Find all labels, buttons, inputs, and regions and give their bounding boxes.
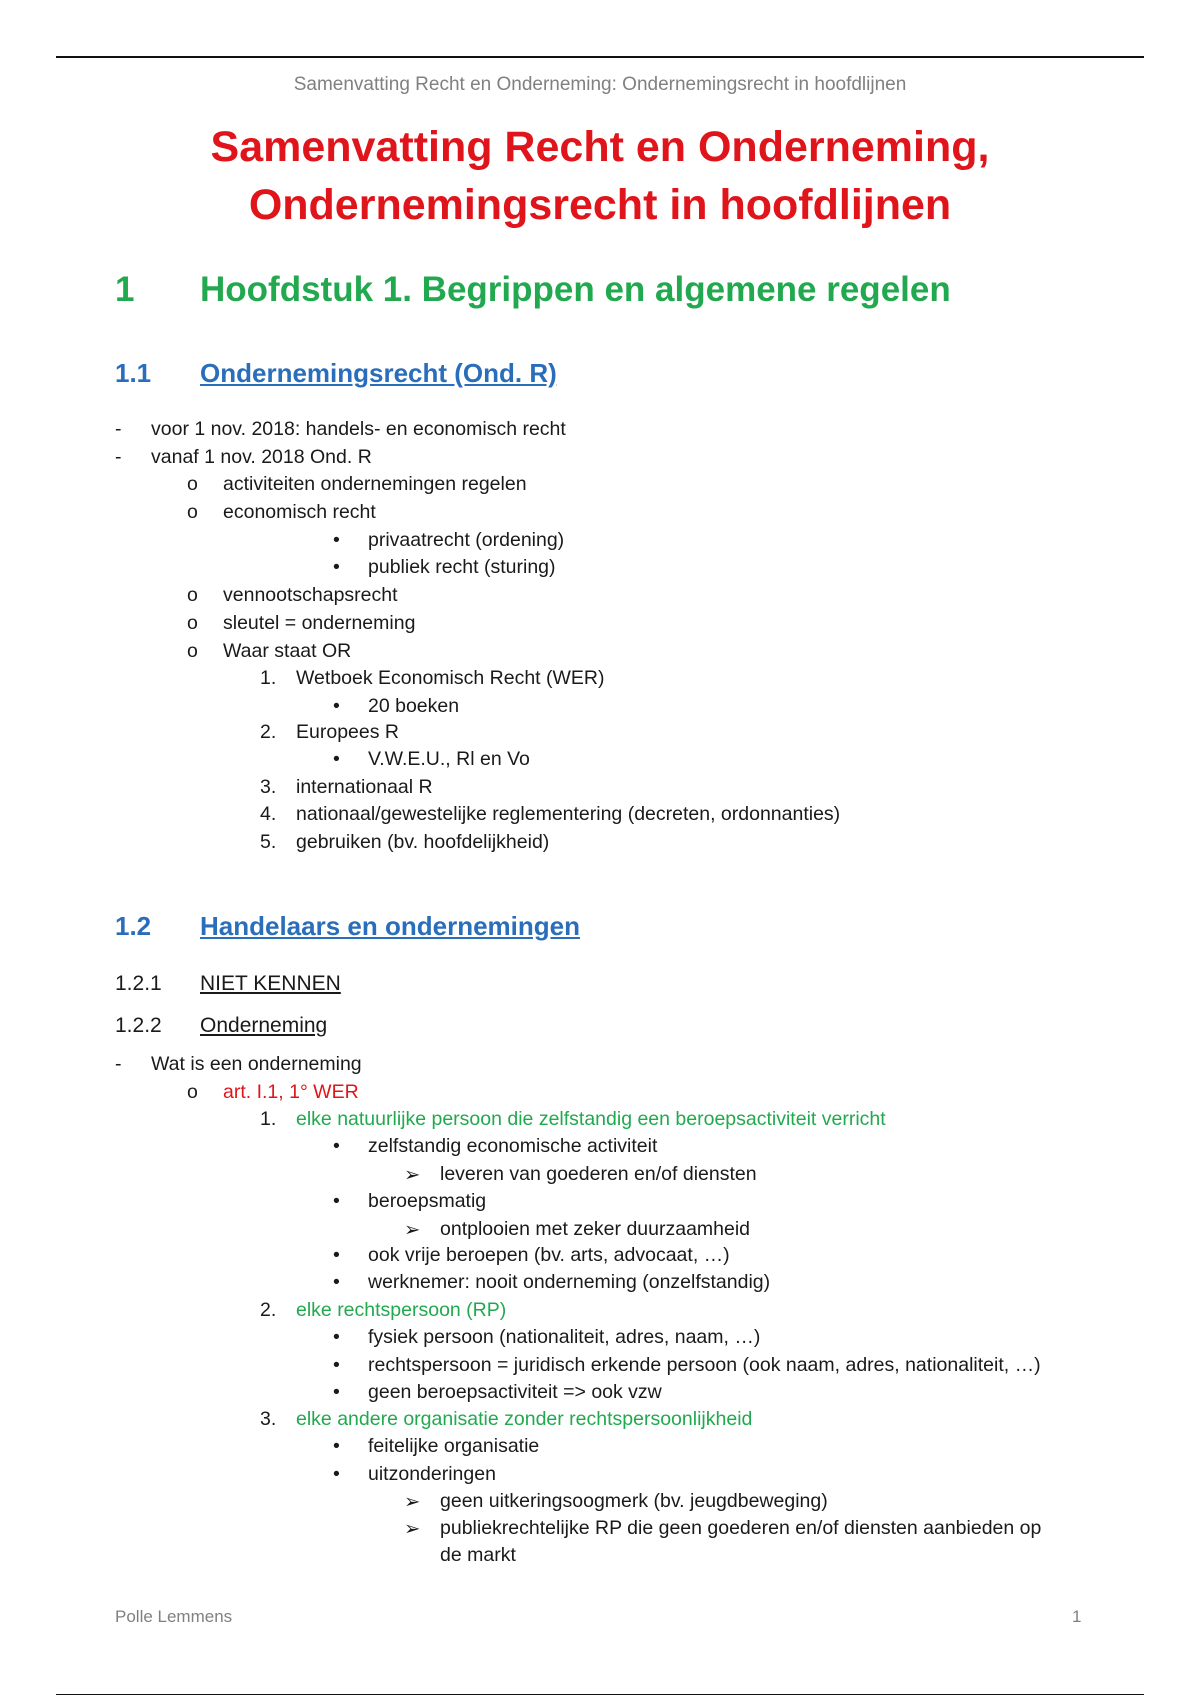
- document-title: [0, 118, 1200, 234]
- number-marker: 3.: [260, 1408, 277, 1430]
- list-item: vanaf 1 nov. 2018 Ond. R: [151, 446, 372, 468]
- bullet-icon: •: [333, 1190, 340, 1212]
- definition-item: elke andere organisatie zonder rechtspersoonlijkheid: [296, 1408, 753, 1430]
- list-item: sleutel = onderneming: [223, 612, 416, 634]
- number-marker: 3.: [260, 776, 277, 798]
- list-item: economisch recht: [223, 501, 376, 523]
- arrow-bullet-icon: ➢: [404, 1518, 421, 1540]
- list-item: vennootschapsrecht: [223, 584, 398, 606]
- bullet-icon: •: [333, 1271, 340, 1293]
- list-item: werknemer: nooit onderneming (onzelfstandig): [368, 1271, 771, 1293]
- chapter-number: 1: [115, 270, 135, 309]
- title-line-2: Ondernemingsrecht in hoofdlijnen: [248, 181, 952, 229]
- list-item: V.W.E.U., Rl en Vo: [368, 748, 530, 770]
- subsection-number: 1.2.1: [115, 972, 162, 995]
- bullet-icon: •: [333, 1244, 340, 1266]
- arrow-bullet-icon: ➢: [404, 1164, 421, 1186]
- arrow-bullet-icon: ➢: [404, 1219, 421, 1241]
- chapter-heading: [115, 270, 951, 310]
- circle-bullet-icon: o: [187, 640, 198, 662]
- bullet-icon: •: [333, 695, 340, 717]
- bullet-icon: •: [333, 748, 340, 770]
- subsection-heading-1-2-2: [115, 1014, 327, 1038]
- list-item: fysiek persoon (nationaliteit, adres, naam, …): [368, 1326, 761, 1348]
- bullet-icon: •: [333, 1354, 340, 1376]
- subsection-heading-1-2-1: [115, 972, 341, 996]
- subsection-title: Onderneming: [200, 1014, 328, 1037]
- bullet-icon: •: [333, 1326, 340, 1348]
- list-item: nationaal/gewestelijke reglementering (decreten, ordonnanties): [296, 803, 841, 825]
- bullet-icon: •: [333, 1381, 340, 1403]
- list-item: publiek recht (sturing): [368, 556, 556, 578]
- subsection-number: 1.2.2: [115, 1014, 162, 1037]
- dash-marker: -: [115, 1053, 122, 1075]
- dash-marker: -: [115, 418, 122, 440]
- list-item: geen uitkeringsoogmerk (bv. jeugdbeweging): [440, 1490, 828, 1512]
- list-item: rechtspersoon = juridisch erkende persoon (ook naam, adres, nationaliteit, …): [368, 1354, 1041, 1376]
- list-item: gebruiken (bv. hoofdelijkheid): [296, 831, 550, 853]
- dash-marker: -: [115, 446, 122, 468]
- section-title: Ondernemingsrecht (Ond. R): [200, 358, 557, 388]
- list-item: Wat is een onderneming: [151, 1053, 362, 1075]
- definition-item: elke rechtspersoon (RP): [296, 1299, 507, 1321]
- list-item: ook vrije beroepen (bv. arts, advocaat, …): [368, 1244, 730, 1266]
- bullet-icon: •: [333, 1435, 340, 1457]
- bullet-icon: •: [333, 1135, 340, 1157]
- list-item: uitzonderingen: [368, 1463, 496, 1485]
- circle-bullet-icon: o: [187, 1081, 198, 1103]
- list-item: ontplooien met zeker duurzaamheid: [440, 1218, 751, 1240]
- running-header: Samenvatting Recht en Onderneming: Ondernemingsrecht in hoofdlijnen: [293, 74, 907, 95]
- list-item: activiteiten ondernemingen regelen: [223, 473, 527, 495]
- list-item: beroepsmatig: [368, 1190, 487, 1212]
- bottom-rule: [56, 1694, 1144, 1695]
- list-item: geen beroepsactiviteit => ook vzw: [368, 1381, 662, 1403]
- article-reference: art. I.1, 1° WER: [223, 1081, 359, 1103]
- number-marker: 1.: [260, 1108, 277, 1130]
- section-heading-1-1: [115, 358, 557, 389]
- number-marker: 2.: [260, 1299, 277, 1321]
- list-item: leveren van goederen en/of diensten: [440, 1163, 757, 1185]
- list-item: 20 boeken: [368, 695, 460, 717]
- footer-author: Polle Lemmens: [115, 1607, 233, 1626]
- list-item: Wetboek Economisch Recht (WER): [296, 667, 605, 689]
- list-item-continuation: de markt: [440, 1544, 516, 1566]
- footer-page-number: 1: [1072, 1607, 1082, 1626]
- circle-bullet-icon: o: [187, 612, 198, 634]
- circle-bullet-icon: o: [187, 473, 198, 495]
- list-item: voor 1 nov. 2018: handels- en economisch recht: [151, 418, 566, 440]
- section-heading-1-2: [115, 911, 580, 942]
- number-marker: 4.: [260, 803, 277, 825]
- bullet-icon: •: [333, 1463, 340, 1485]
- list-item: Europees R: [296, 721, 399, 743]
- bullet-icon: •: [333, 529, 340, 551]
- section-title: Handelaars en ondernemingen: [200, 911, 580, 941]
- number-marker: 2.: [260, 721, 277, 743]
- top-rule: [56, 56, 1144, 58]
- bullet-icon: •: [333, 556, 340, 578]
- definition-item: elke natuurlijke persoon die zelfstandig een beroepsactiviteit verricht: [296, 1108, 886, 1130]
- circle-bullet-icon: o: [187, 584, 198, 606]
- arrow-bullet-icon: ➢: [404, 1491, 421, 1513]
- section-number: 1.1: [115, 358, 152, 388]
- title-line-1: Samenvatting Recht en Onderneming,: [210, 123, 990, 171]
- circle-bullet-icon: o: [187, 501, 198, 523]
- list-item: internationaal R: [296, 776, 433, 798]
- list-item: Waar staat OR: [223, 640, 352, 662]
- subsection-title: NIET KENNEN: [200, 972, 341, 995]
- list-item: feitelijke organisatie: [368, 1435, 540, 1457]
- list-item: zelfstandig economische activiteit: [368, 1135, 658, 1157]
- number-marker: 1.: [260, 667, 277, 689]
- list-item: privaatrecht (ordening): [368, 529, 565, 551]
- number-marker: 5.: [260, 831, 277, 853]
- section-number: 1.2: [115, 911, 152, 941]
- chapter-title: Hoofdstuk 1. Begrippen en algemene regelen: [200, 270, 951, 309]
- list-item: publiekrechtelijke RP die geen goederen en/of diensten aanbieden op: [440, 1517, 1042, 1539]
